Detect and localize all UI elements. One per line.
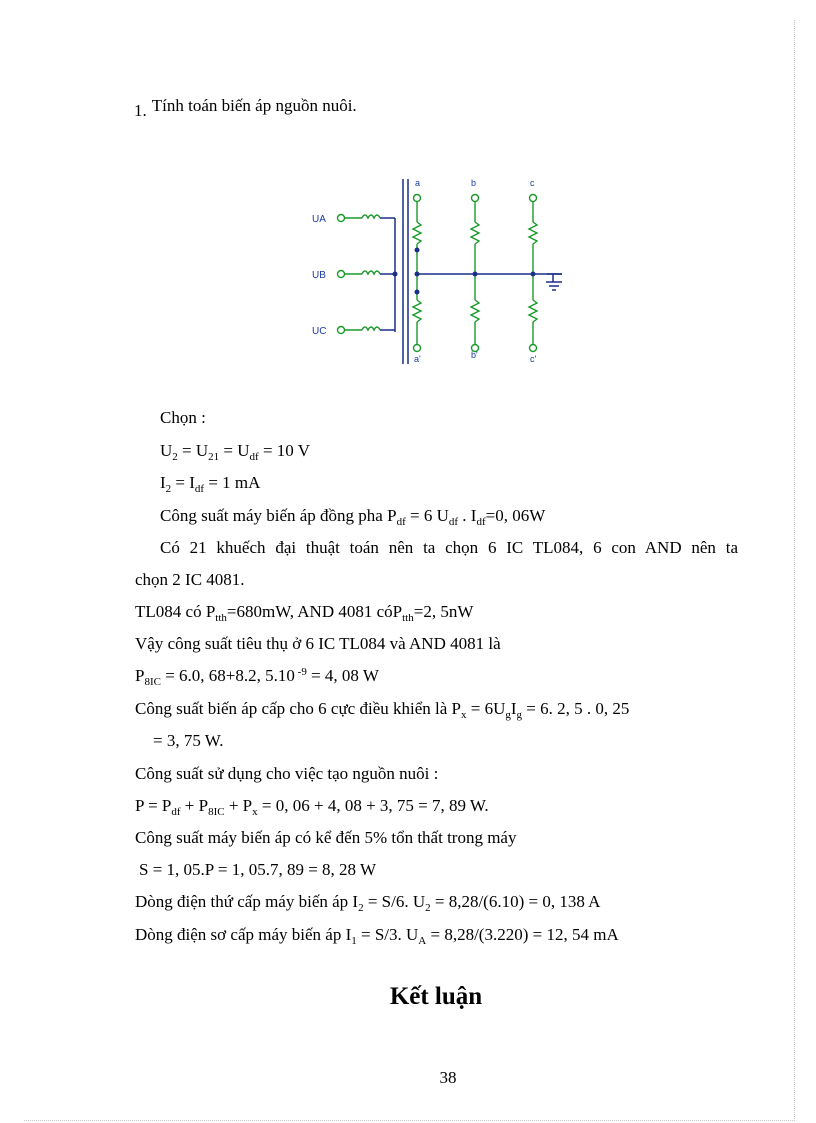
text-line-i2: $I_2 = I_{df} = 1$ mA <box>160 473 261 495</box>
input-label-ua: UA <box>312 214 326 225</box>
section-heading <box>134 96 357 120</box>
input-label-ub: UB <box>312 270 326 281</box>
text-line-loss: Công suất máy biến áp có kể đến 5% tổn thất trong máy <box>135 828 517 847</box>
section-title: Tính toán biến áp nguồn nuôi. <box>151 96 357 115</box>
circuit-wires <box>380 179 562 364</box>
circuit-junctions <box>393 248 536 295</box>
text-line-supply-power: Công suất sử dụng cho việc tạo nguồn nuôi : <box>135 764 439 783</box>
circuit-windings <box>338 195 538 352</box>
text-line-i2-secondary: Dòng điện thứ cấp máy biến áp $I_2 = S/6$. $U_2 = 8,28/(6.10) = 0$, 138 A <box>135 892 601 914</box>
section-number: 1. <box>134 101 147 120</box>
terminal-label-b-prime: b' <box>471 350 478 360</box>
text-line-u2: $U_2 = U_{21} = U_{df} = 10$ V <box>160 441 311 463</box>
page-number: 38 <box>439 1068 457 1087</box>
terminal-label-a-prime: a' <box>414 354 421 364</box>
text-line-px: Công suất biến áp cấp cho 6 cực điều khiển là $P_x = 6U_gI_g = 6$. 2, 5 . 0, 25 <box>135 699 630 721</box>
text-line-power-sync: Công suất máy biến áp đồng pha $P_{df} = 6$ $U_{df}$ . $I_{df}=0$, 06W <box>160 506 546 528</box>
text-line-tl084: TL084 có $P_{tth}=680mW$, AND 4081 cóP$_{tth}$=2, 5nW <box>135 602 474 624</box>
text-line-s: S = 1, 05.P = 1, 05.7, 89 = 8, 28 W <box>139 860 377 879</box>
terminal-label-b: b <box>471 178 477 188</box>
text-line-i1-primary: Dòng điện sơ cấp máy biến áp $I_1 = S/3$. $U_A = 8,28/(3.220) = 12$, 54 mA <box>135 925 619 947</box>
terminal-label-c: c <box>530 178 535 188</box>
conclusion-heading: Kết luận <box>389 983 483 1010</box>
terminal-label-a: a <box>415 178 421 188</box>
text-line-p8ic: $P_{8IC} = 6.0$, 68+8.2, 5.10 $^{-9}$ = 4, 08 W <box>135 666 379 688</box>
transformer-circuit-diagram <box>300 172 580 372</box>
terminal-label-c-prime: c' <box>530 354 537 364</box>
input-label-uc: UC <box>312 326 327 337</box>
text-line-px-result: = 3, 75 W. <box>153 731 224 750</box>
text-line-total-power: $P = P_{df} + P_{8IC} + P_x = 0$, 06 + 4, 08 + 3, 75 = 7, 89 W. <box>135 796 489 818</box>
text-line-opamp-count: Có 21 khuếch đại thuật toán nên ta chọn 6 IC TL084, 6 con AND nên ta <box>160 538 738 557</box>
text-line-choose: Chọn : <box>160 408 206 427</box>
text-line-choose-ic: chọn 2 IC 4081. <box>135 570 245 589</box>
text-line-consumption: Vậy công suất tiêu thụ ở 6 IC TL084 và AND 4081 là <box>135 634 501 653</box>
